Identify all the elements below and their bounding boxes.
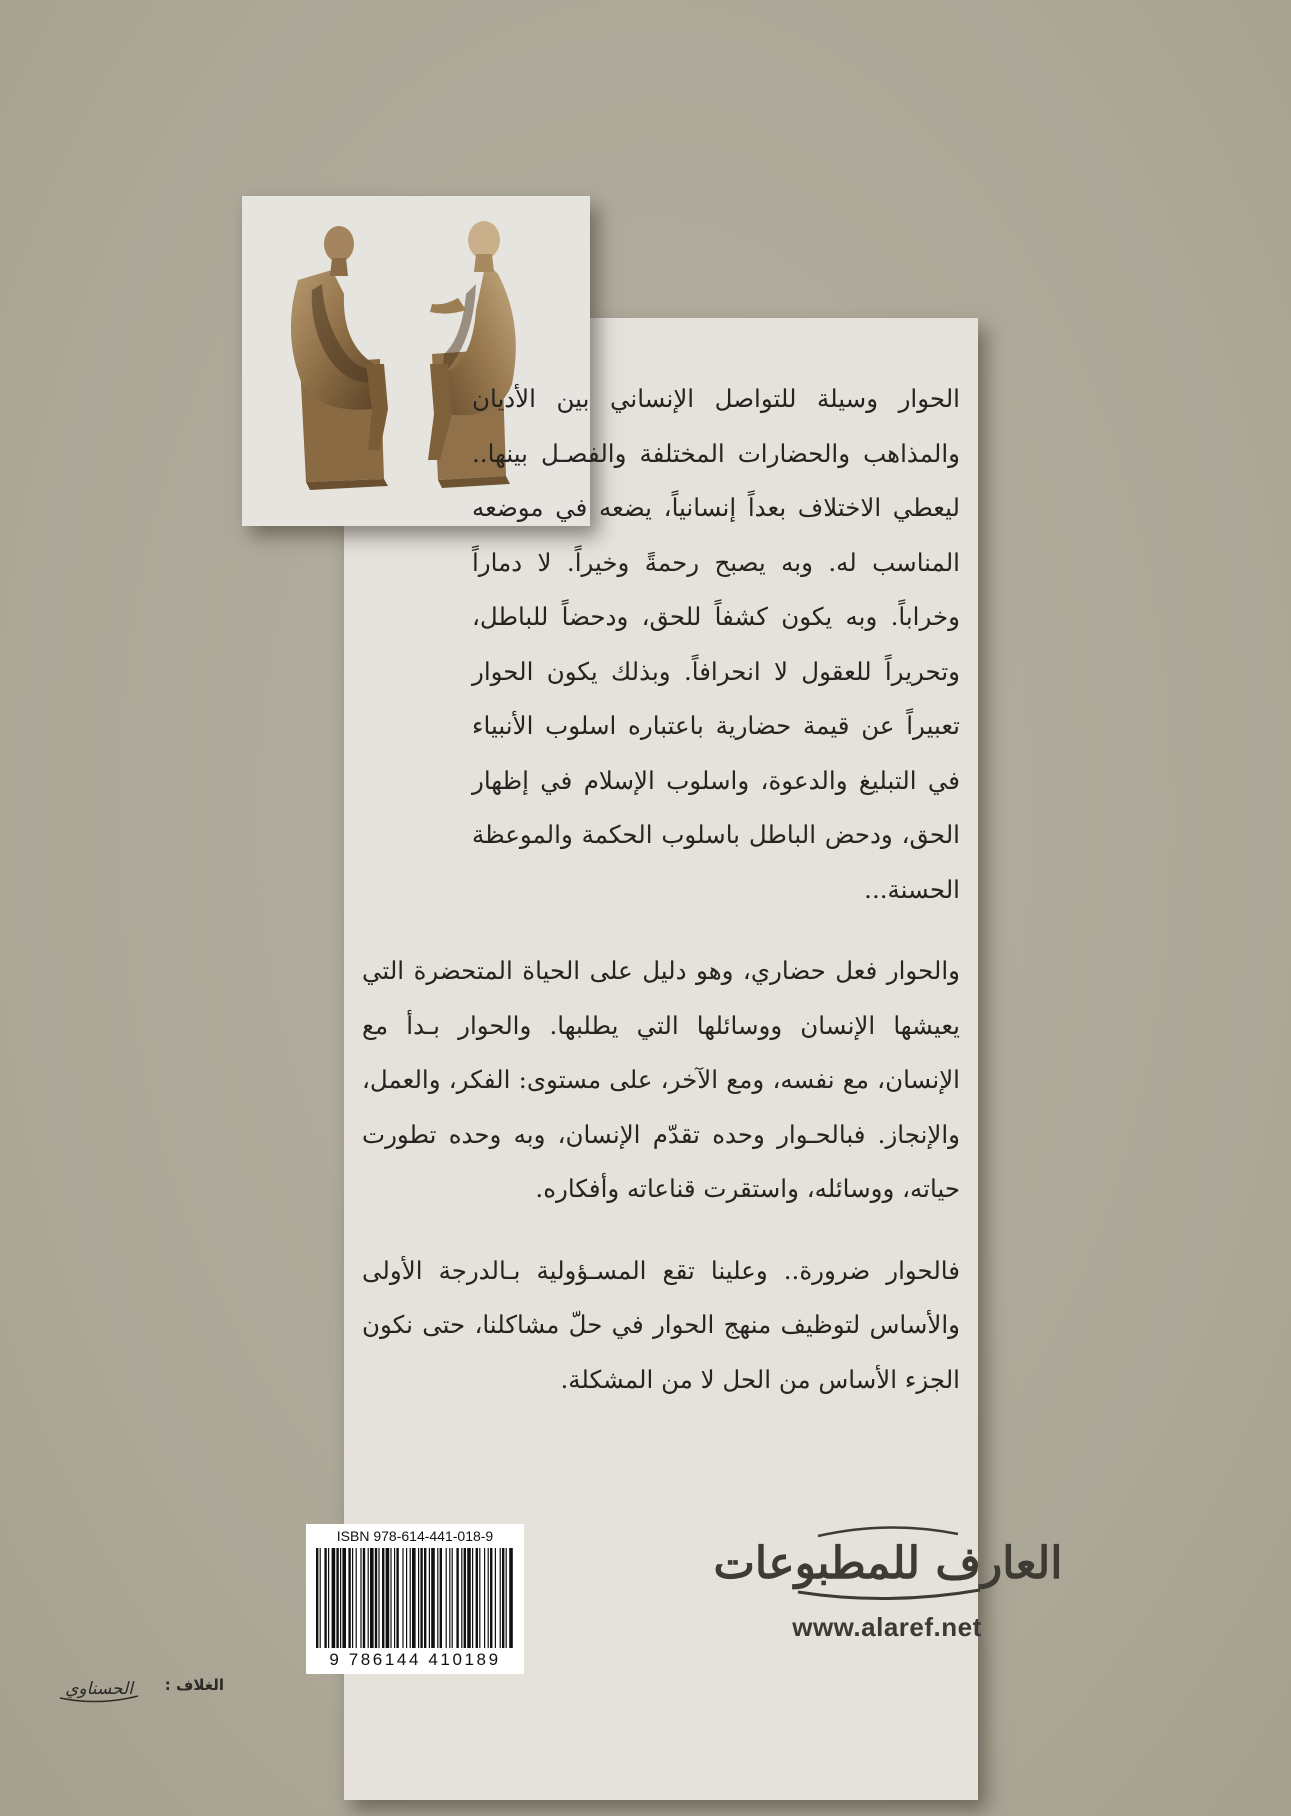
- barcode-bar: [479, 1548, 480, 1648]
- barcode-bar: [382, 1548, 384, 1648]
- barcode-bar: [328, 1548, 329, 1648]
- barcode-bar: [500, 1548, 501, 1648]
- barcode-bar: [406, 1548, 407, 1648]
- barcode-bar: [394, 1548, 395, 1648]
- barcode-bar: [396, 1548, 398, 1648]
- isbn-label: ISBN 978-614-441-018-9: [336, 1528, 494, 1544]
- publisher-logo-text: العارف للمطبوعات: [713, 1538, 1063, 1589]
- barcode-bar: [390, 1548, 391, 1648]
- barcode-bar: [495, 1548, 496, 1648]
- barcode-bar: [348, 1548, 350, 1648]
- barcode-bar: [420, 1548, 422, 1648]
- barcode-bar: [431, 1548, 435, 1648]
- barcode-bar: [424, 1548, 426, 1648]
- barcode-bar: [429, 1548, 430, 1648]
- cover-credit-label: الغلاف :: [164, 1676, 224, 1694]
- paragraph-2: والحوار فعل حضاري، وهو دليل على الحياة المتحضرة التي يعيشها الإنسان ووسائلها التي يطلبها. والحوار بـدأ مع الإنسان، مع نفسه، ومع الآخر، على مستوى: الفكر، والعمل، والإنجاز. فبالحـوار وحده تقدّم الإنسان، وبه وحده تطورت حياته، ووسائله، واستقرت قناعاته وأفكاره.: [362, 956, 960, 1203]
- barcode-bar: [412, 1548, 416, 1648]
- barcode-bar: [490, 1548, 492, 1648]
- barcode-bar: [467, 1548, 471, 1648]
- barcode-bar: [437, 1548, 438, 1648]
- artist-signature: [54, 1670, 144, 1706]
- barcode-bar: [456, 1548, 458, 1648]
- barcode-bar: [402, 1548, 403, 1648]
- barcode-bar: [378, 1548, 379, 1648]
- paragraph-3: فالحوار ضرورة.. وعلينا تقع المسـؤولية بـالدرجة الأولى والأساس لتوظيف منهج الحوار في حلّ مشاكلنا، حتى نكون الجزء الأساس من الحل لا من المشكلة.: [362, 1255, 960, 1394]
- paragraph-1: الحوار وسيلة للتواصل الإنساني بين الأديان والمذاهب والحضارات المختلفة والفصـل بينها.. ليعطي الاختلاف بعداً إنسانياً، يضعه في موضعه المناسب له. وبه يصبح رحمةً وخيراً. لا دماراً وخراباً. وبه يكون كشفاً للحق، ودحضاً للباطل، وتحريراً للعقول لا انحرافاً. وبذلك يكون الحوار تعبيراً عن قيمة حضارية باعتباره اسلوب الأنبياء في التبليغ والدعوة، واسلوب الإسلام في إظهار الحق، ودحض الباطل باسلوب الحكمة والموعظة الحسنة...: [472, 384, 960, 904]
- barcode-bar: [375, 1548, 377, 1648]
- barcode-bar: [363, 1548, 365, 1648]
- barcode-bar: [464, 1548, 466, 1648]
- barcode-bar: [316, 1548, 318, 1648]
- barcode-bar: [449, 1548, 450, 1648]
- barcode-bar: [336, 1548, 338, 1648]
- barcode-bar: [476, 1548, 478, 1648]
- publisher-url: www.alaref.net: [792, 1612, 982, 1642]
- barcode-bar: [506, 1548, 507, 1648]
- barcode-bar: [360, 1548, 361, 1648]
- barcode-bar: [440, 1548, 442, 1648]
- body-text: [362, 372, 960, 1434]
- barcode-bar: [484, 1548, 485, 1648]
- barcode-bar: [386, 1548, 390, 1648]
- barcode-digits: 9 786144 410189: [329, 1650, 501, 1669]
- barcode-bar: [488, 1548, 489, 1648]
- barcode-bar: [446, 1548, 447, 1648]
- publisher-logo: [713, 1506, 1063, 1616]
- barcode-bar: [368, 1548, 369, 1648]
- barcode-bar: [356, 1548, 357, 1648]
- barcode-bar: [342, 1548, 346, 1648]
- barcode-bar: [452, 1548, 453, 1648]
- barcode-bar: [509, 1548, 513, 1648]
- cover-credit: [54, 1668, 224, 1708]
- barcode-bar: [320, 1548, 321, 1648]
- barcode-bar: [472, 1548, 473, 1648]
- barcode-bar: [352, 1548, 353, 1648]
- barcode-bar: [461, 1548, 462, 1648]
- barcode-bar: [332, 1548, 336, 1648]
- barcode-bar: [502, 1548, 504, 1648]
- barcode-bar: [324, 1548, 326, 1648]
- barcode-bar: [340, 1548, 341, 1648]
- barcode-bars: [314, 1548, 516, 1648]
- barcode-bar: [418, 1548, 419, 1648]
- signature-text: الحسناوي: [65, 1679, 133, 1699]
- barcode-bar: [410, 1548, 411, 1648]
- barcode: [306, 1524, 524, 1674]
- barcode-bar: [370, 1548, 374, 1648]
